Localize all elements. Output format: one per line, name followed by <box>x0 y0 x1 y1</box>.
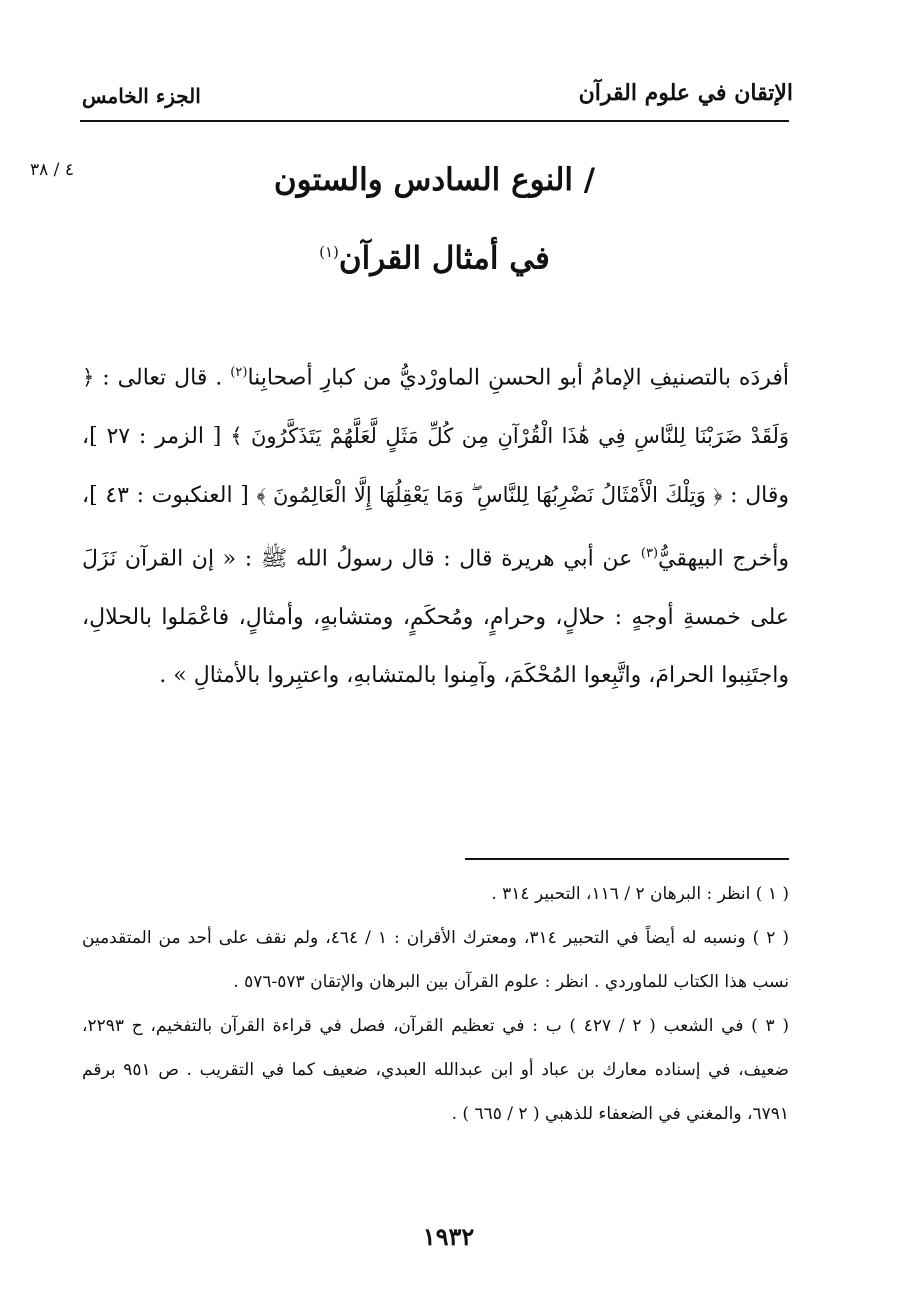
running-header-title: الإتقان في علوم القرآن <box>578 80 793 106</box>
running-header-volume: الجزء الخامس <box>82 84 201 108</box>
chapter-heading <box>80 150 789 288</box>
footnote-divider <box>465 858 789 860</box>
margin-reference: ٤ / ٣٨ <box>30 160 74 180</box>
header-divider <box>80 120 789 122</box>
page-number: ١٩٣٢ <box>422 1222 475 1251</box>
body-sentence-3: [ الزمر : ٢٧ ]، وقال : <box>82 424 790 509</box>
chapter-subtitle-line <box>80 222 789 288</box>
footnote-marker-1: (١) <box>319 243 339 261</box>
quran-verse-2: ﴿ وَتِلْكَ الْأَمْثَالُ نَضْرِبُهَا لِلنَّاسِ ۖ وَمَا يَعْقِلُهَا إِلَّا الْعَالِمُونَ ﴾ <box>256 483 723 508</box>
footnote-2: ( ٢ ) ونسبه له أيضاً في التحبير ٣١٤، ومعترك الأقران : ١ / ٤٦٤، ولم نقف على أحد من المتقدمين نسب هذا الكتاب للماوردي . انظر : علوم القرآن بين البرهان والإتقان ٥٧٣-٥٧٦ . <box>82 928 789 992</box>
footnote-marker-2: (٢) <box>230 365 248 380</box>
quran-verse-1: ﴿ وَلَقَدْ ضَرَبْنَا لِلنَّاسِ فِي هَٰذَا الْقُرْآنِ مِن كُلِّ مَثَلٍ لَّعَلَّهُمْ يَتَذَكَّرُونَ ﴾ <box>82 365 789 449</box>
chapter-subtitle: في أمثال القرآن <box>338 240 550 277</box>
chapter-title: / النوع السادس والستون <box>273 162 596 198</box>
body-sentence-2: . قال تعالى : <box>102 365 223 391</box>
footnote-3: ( ٣ ) في الشعب ( ٢ / ٤٢٧ ) ب : في تعظيم القرآن، فصل في قراءة القرآن بالتفخيم، ح ٢٢٩٣، ضعيف، في إسناده معارك بن عباد أو ابن عبدالله العبدي، ضعيف كما في التقريب . ص ٩٥١ برقم ٦٧٩١، والمغني في الضعفاء للذهبي ( ٢ / ٦٦٥ ) . <box>82 1016 789 1124</box>
footnote-1: ( ١ ) انظر : البرهان ٢ / ١١٦، التحبير ٣١٤ . <box>491 884 789 904</box>
footnotes-section <box>82 872 789 1136</box>
footnote-marker-3: (٣) <box>640 546 659 562</box>
body-sentence-5: عن أبي هريرة قال : قال رسولُ الله ﷺ : « إن القرآن نَزَلَ على خمسةِ أوجهٍ : حلالٍ، وحرامٍ، ومُحكَمٍ، ومتشابهٍ، وأمثالٍ، فاعْمَلوا بالحلالِ، واجتَنِبوا الحرامَ، واتَّبِعوا المُحْكَمَ، وآمِنوا بالمتشابهِ، واعتبِروا بالأمثالِ » . <box>82 546 789 688</box>
main-paragraph <box>82 344 789 705</box>
body-sentence-4: [ العنكبوت : ٤٣ ]، وأخرج البيهقيُّ <box>82 483 789 572</box>
body-sentence-1: أفردَه بالتصنيفِ الإمامُ أبو الحسنِ الماورْديُّ من كبارِ أصحابِنا <box>247 365 789 391</box>
